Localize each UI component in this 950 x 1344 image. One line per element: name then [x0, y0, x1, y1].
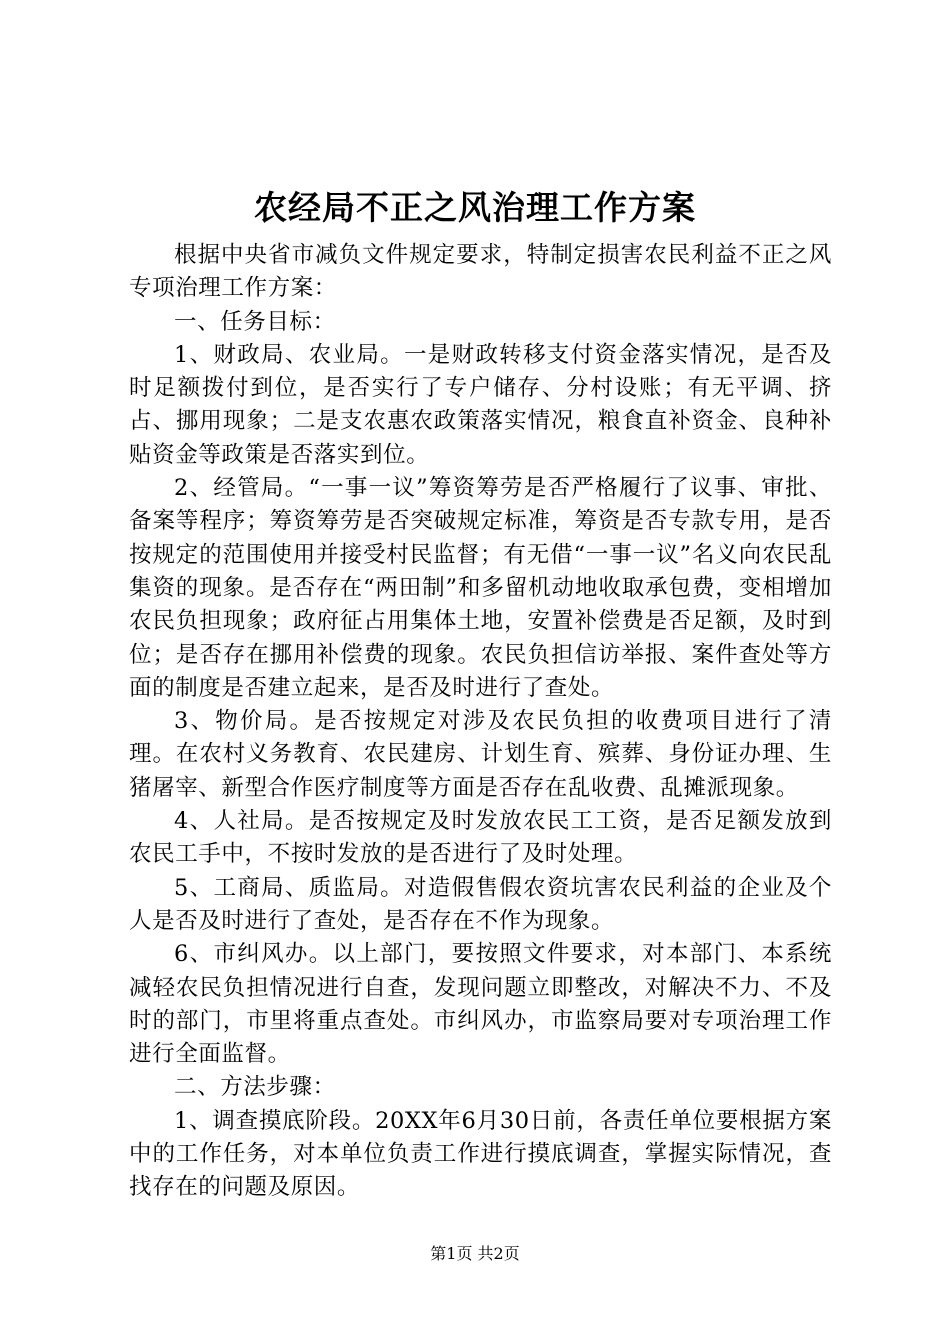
paragraph-item-5: 5、工商局、质监局。对造假售假农资坑害农民利益的企业及个人是否及时进行了查处，是否存在不作为现象。 — [129, 874, 832, 934]
paragraph-step-1: 1、调查摸底阶段。20XX年6月30日前，各责任单位要根据方案中的工作任务，对本单位负责工作进行摸底调查，掌握实际情况，查找存在的问题及原因。 — [129, 1107, 832, 1201]
document-title: 农经局不正之风治理工作方案 — [254, 188, 696, 227]
paragraph-item-3: 3、物价局。是否按规定对涉及农民负担的收费项目进行了清理。在农村义务教育、农民建房、计划生育、殡葬、身份证办理、生猪屠宰、新型合作医疗制度等方面是否存在乱收费、乱摊派现象。 — [129, 708, 832, 801]
paragraph-item-6: 6、市纠风办。以上部门，要按照文件要求，对本部门、本系统减轻农民负担情况进行自查，发现问题立即整改，对解决不力、不及时的部门，市里将重点查处。市纠风办，市监察局要对专项治理工作进行全面监督。 — [129, 941, 832, 1068]
paragraph-item-1: 1、财政局、农业局。一是财政转移支付资金落实情况，是否及时足额拨付到位，是否实行了专户储存、分村设账；有无平调、挤占、挪用现象；二是支农惠农政策落实情况，粮食直补资金、良种补贴资金等政策是否落实到位。 — [129, 341, 832, 468]
section-heading-method-steps: 二、方法步骤： — [174, 1074, 336, 1101]
page-footer: 第1页 共2页 — [430, 1244, 520, 1263]
paragraph-item-2: 2、经管局。“一事一议”筹资筹劳是否严格履行了议事、审批、备案等程序；筹资筹劳是否突破规定标准，筹资是否专款专用，是否按规定的范围使用并接受村民监督；有无借“一事一议”名义向农民乱集资的现象。是否存在“两田制”和多留机动地收取承包费，变相增加农民负担现象；政府征占用集体土地，安置补偿费是否足额，及时到位；是否存在挪用补偿费的现象。农民负担信访举报、案件查处等方面的制度是否建立起来，是否及时进行了查处。 — [129, 475, 832, 701]
document-body — [129, 239, 832, 1205]
section-heading-task-goals: 一、任务目标： — [174, 308, 336, 335]
paragraph-item-4: 4、人社局。是否按规定及时发放农民工工资，是否足额发放到农民工手中，不按时发放的是否进行了及时处理。 — [129, 808, 832, 868]
paragraph-intro: 根据中央省市减负文件规定要求，特制定损害农民利益不正之风专项治理工作方案： — [129, 242, 832, 302]
